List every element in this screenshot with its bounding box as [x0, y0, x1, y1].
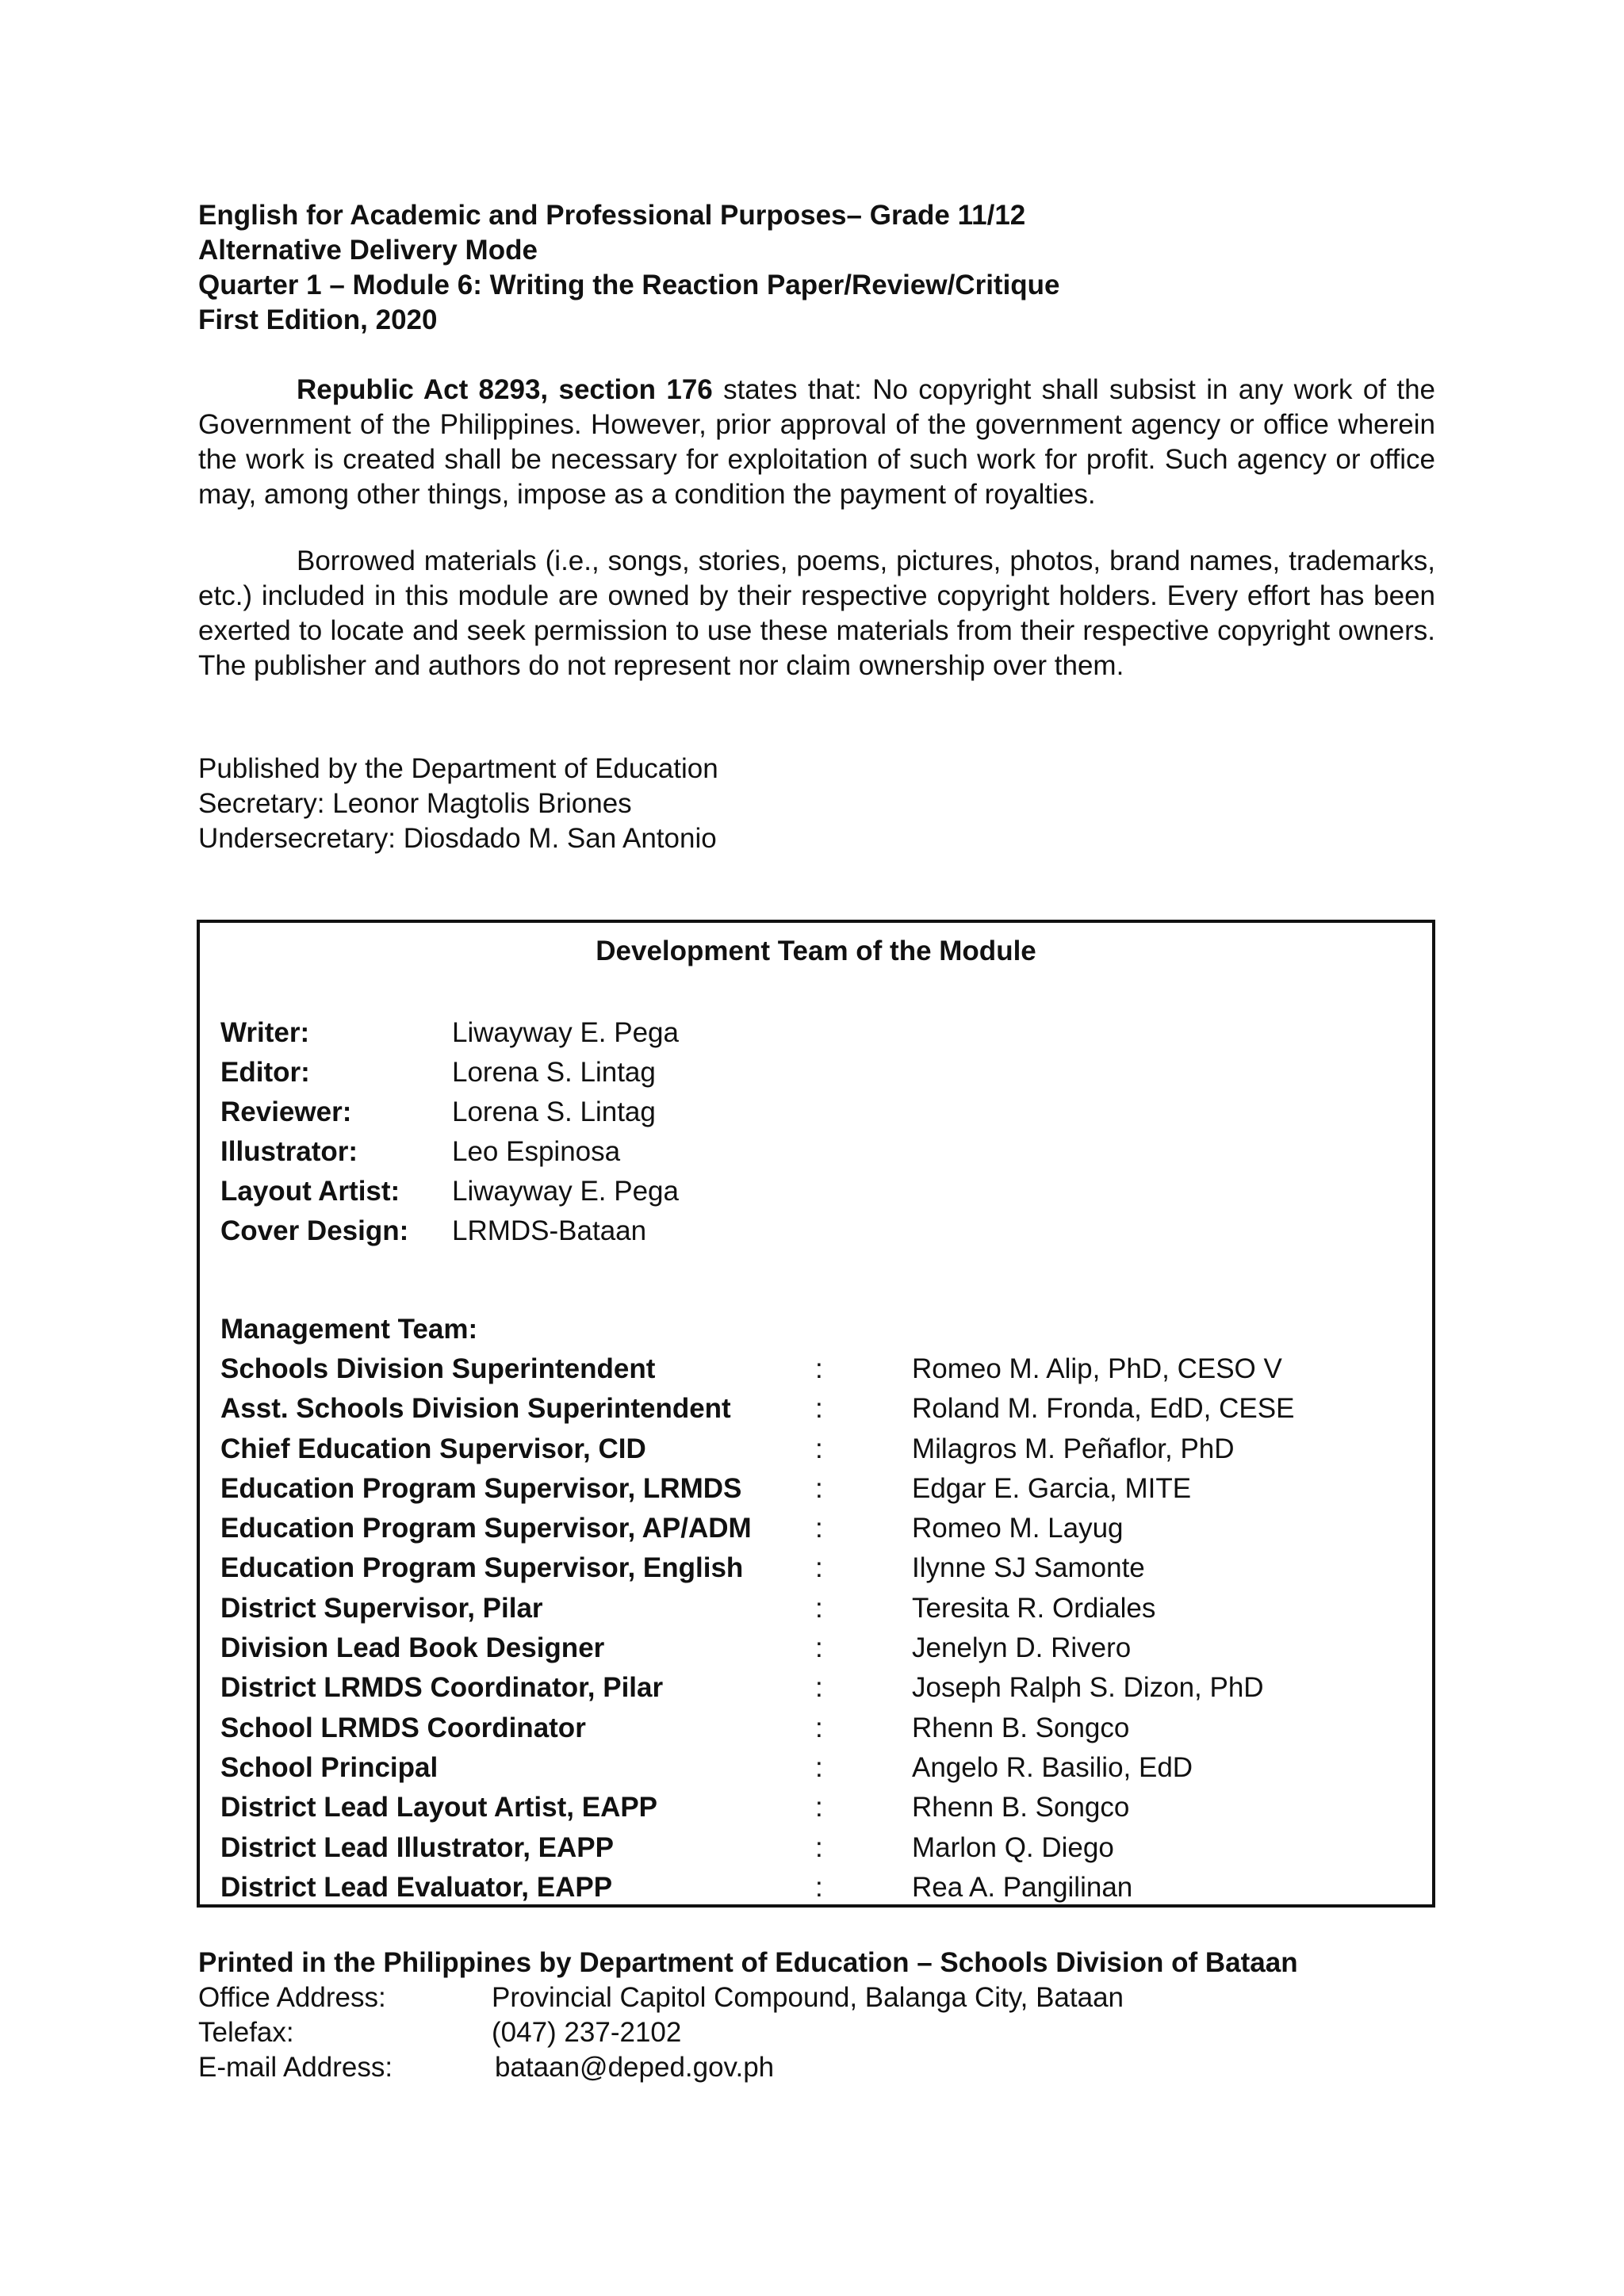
- colon-separator: :: [815, 1393, 823, 1425]
- management-role: District Supervisor, Pilar: [220, 1592, 543, 1624]
- address-label: Office Address:: [198, 1982, 386, 2013]
- module-header: [198, 198, 1435, 338]
- management-row: [220, 1628, 1132, 1668]
- management-name: Romeo M. Alip, PhD, CESO V: [912, 1353, 1282, 1384]
- management-row: [220, 1548, 1145, 1588]
- management-role: School Principal: [220, 1751, 439, 1783]
- dev-name: Liwayway E. Pega: [452, 1176, 679, 1207]
- telefax-label: Telefax:: [198, 2017, 294, 2048]
- dev-role: Cover Design:: [220, 1215, 409, 1246]
- management-row: [220, 1429, 1235, 1469]
- colon-separator: :: [815, 1792, 823, 1823]
- telefax-value: (047) 237-2102: [492, 2017, 682, 2048]
- management-role: Education Program Supervisor, LRMDS: [220, 1472, 742, 1504]
- colon-separator: :: [815, 1513, 823, 1544]
- management-name: Ilynne SJ Samonte: [912, 1552, 1145, 1584]
- email-row: [198, 2050, 1467, 2085]
- printed-block: [198, 1946, 1467, 2085]
- management-row: [220, 1668, 1264, 1708]
- module-subtitle: Quarter 1 – Module 6: Writing the Reaction Paper/Review/Critique: [198, 270, 1060, 300]
- dev-role: Layout Artist:: [220, 1176, 400, 1207]
- management-row: [220, 1788, 1130, 1827]
- management-row: [220, 1709, 1130, 1748]
- undersecretary-line: Undersecretary: Diosdado M. San Antonio: [198, 823, 717, 854]
- secretary-line: Secretary: Leonor Magtolis Briones: [198, 788, 632, 819]
- management-row: [220, 1389, 1295, 1429]
- dev-name: Lorena S. Lintag: [452, 1096, 656, 1127]
- development-team-box: [197, 920, 1435, 1908]
- management-name: Marlon Q. Diego: [912, 1831, 1114, 1863]
- management-name: Teresita R. Ordiales: [912, 1592, 1156, 1624]
- colon-separator: :: [815, 1871, 823, 1903]
- borrowed-paragraph: [198, 544, 1435, 683]
- management-name: Rhenn B. Songco: [912, 1712, 1130, 1743]
- management-row: [220, 1748, 1193, 1788]
- management-name: Milagros M. Peñaflor, PhD: [912, 1433, 1235, 1464]
- management-name: Jenelyn D. Rivero: [912, 1632, 1132, 1664]
- colon-separator: :: [815, 1552, 823, 1584]
- management-role: District Lead Layout Artist, EAPP: [220, 1792, 658, 1823]
- address-value: Provincial Capitol Compound, Balanga City, Bataan: [492, 1982, 1124, 2013]
- management-row: [220, 1589, 1156, 1628]
- dev-name: Liwayway E. Pega: [452, 1017, 679, 1048]
- colon-separator: :: [815, 1672, 823, 1704]
- management-role: Schools Division Superintendent: [220, 1353, 656, 1384]
- management-role: Asst. Schools Division Superintendent: [220, 1393, 731, 1425]
- management-team-list: [220, 1310, 1295, 1908]
- publisher-line: Published by the Department of Education: [198, 753, 718, 784]
- dev-name: LRMDS-Bataan: [452, 1215, 647, 1246]
- colon-separator: :: [815, 1831, 823, 1863]
- management-role: Division Lead Book Designer: [220, 1632, 605, 1664]
- team-title: Development Team of the Module: [596, 936, 1036, 966]
- email-value: bataan@deped.gov.ph: [495, 2052, 775, 2083]
- dev-name: Lorena S. Lintag: [452, 1057, 656, 1088]
- management-name: Rhenn B. Songco: [912, 1792, 1130, 1823]
- management-role: Chief Education Supervisor, CID: [220, 1433, 646, 1464]
- email-label: E-mail Address:: [198, 2052, 393, 2083]
- management-row: [220, 1868, 1133, 1908]
- management-role: Education Program Supervisor, English: [220, 1552, 744, 1584]
- management-role: District Lead Evaluator, EAPP: [220, 1871, 613, 1903]
- dev-role: Reviewer:: [220, 1096, 352, 1127]
- colon-separator: :: [815, 1433, 823, 1464]
- copyright-paragraph: [198, 373, 1435, 512]
- management-name: Angelo R. Basilio, EdD: [912, 1751, 1193, 1783]
- management-role: Education Program Supervisor, AP/ADM: [220, 1513, 752, 1544]
- colon-separator: :: [815, 1751, 823, 1783]
- management-row: [220, 1469, 1192, 1509]
- copyright-lead: Republic Act 8293, section 176: [297, 374, 713, 405]
- colon-separator: :: [815, 1712, 823, 1743]
- colon-separator: :: [815, 1472, 823, 1504]
- management-row: [220, 1509, 1124, 1548]
- module-title: English for Academic and Professional Purposes– Grade 11/12: [198, 200, 1026, 231]
- management-name: Edgar E. Garcia, MITE: [912, 1472, 1192, 1504]
- printed-title: Printed in the Philippines by Department of Education – Schools Division of Bataan: [198, 1947, 1298, 1978]
- colon-separator: :: [815, 1592, 823, 1624]
- borrowed-text: Borrowed materials (i.e., songs, stories, poems, pictures, photos, brand names, trademarks, etc.) included in this module are owned by their respective copyright holders. Every effort has been exerted to locate and seek permission to use these materials from their respective copyright owners. The publisher and authors do not represent nor claim ownership over them.: [198, 545, 1435, 681]
- management-name: Romeo M. Layug: [912, 1513, 1124, 1544]
- dev-role: Illustrator:: [220, 1136, 358, 1167]
- publisher-block: [198, 752, 1435, 856]
- management-role: District LRMDS Coordinator, Pilar: [220, 1672, 664, 1704]
- delivery-mode: Alternative Delivery Mode: [198, 235, 538, 266]
- address-row: [198, 1980, 1467, 2015]
- dev-role: Writer:: [220, 1017, 310, 1048]
- dev-name: Leo Espinosa: [452, 1136, 621, 1167]
- management-row: [220, 1349, 1282, 1389]
- management-role: School LRMDS Coordinator: [220, 1712, 586, 1743]
- management-heading: Management Team:: [220, 1314, 478, 1345]
- edition: First Edition, 2020: [198, 304, 438, 335]
- management-name: Joseph Ralph S. Dizon, PhD: [912, 1672, 1264, 1704]
- management-name: Rea A. Pangilinan: [912, 1871, 1133, 1903]
- dev-role: Editor:: [220, 1057, 310, 1088]
- management-row: [220, 1828, 1114, 1868]
- management-name: Roland M. Fronda, EdD, CESE: [912, 1393, 1295, 1425]
- management-role: District Lead Illustrator, EAPP: [220, 1831, 614, 1863]
- telefax-row: [198, 2015, 1467, 2050]
- colon-separator: :: [815, 1353, 823, 1384]
- copyright-text: states that: No copyright shall subsist in any work of the Government of the Philippines. However, prior approval of the government agency or office wherein the work is created shall be necessary for exploitation of such work for profit. Such agency or office may, among other things, impose as a condition the payment of royalties.: [198, 374, 1435, 510]
- colon-separator: :: [815, 1632, 823, 1664]
